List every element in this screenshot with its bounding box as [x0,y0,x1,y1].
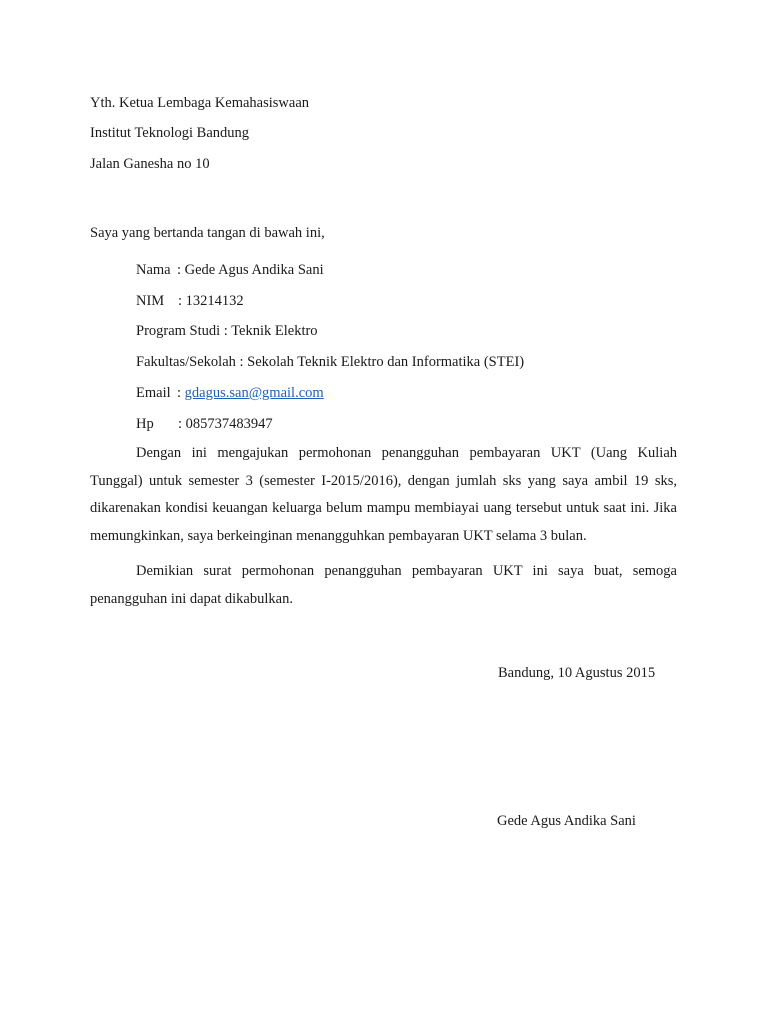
signer-name: Gede Agus Andika Sani [497,813,636,829]
recipient-line-1: Yth. Ketua Lembaga Kemahasiswaan [90,95,310,111]
nama-label: Nama [136,262,171,278]
email-link[interactable]: gdagus.san@gmail.com [184,385,324,401]
body-paragraph-1: Dengan ini mengajukan permohonan penangguhan pembayaran UKT (Uang Kuliah Tunggal) untuk semester 3 (semester I-2015/2016), dengan jumlah sks yang saya ambil 19 sks, dikarenakan kondisi keuangan keluarga belum mampu membiayai uang tersebut untuk saat ini. Jika memungkinkan, saya berkeinginan menangguhkan pembayaran UKT selama 3 bulan. [90,445,677,544]
recipient-line-3: Jalan Ganesha no 10 [90,156,210,172]
opening-line: Saya yang bertanda tangan di bawah ini, [90,225,325,241]
nama-value: : Gede Agus Andika Sani [177,262,324,278]
nim-label: NIM [136,293,165,309]
recipient-line-2: Institut Teknologi Bandung [90,125,250,141]
field-nim [136,292,244,310]
body-paragraph-2: Demikian surat permohonan penangguhan pembayaran UKT ini saya buat, semoga penangguhan ini dapat dikabulkan. [90,563,677,607]
email-separator: : [177,385,185,401]
place-date: Bandung, 10 Agustus 2015 [498,665,656,681]
field-nama [136,261,324,279]
nim-value: : 13214132 [178,293,244,309]
hp-value: : 085737483947 [178,416,273,432]
field-hp [136,415,273,433]
email-label: Email [136,385,171,401]
field-fakultas: Fakultas/Sekolah : Sekolah Teknik Elektro dan Informatika (STEI) [136,354,525,370]
field-program-studi: Program Studi : Teknik Elektro [136,323,318,339]
hp-label: Hp [136,416,154,432]
field-email [136,384,324,402]
